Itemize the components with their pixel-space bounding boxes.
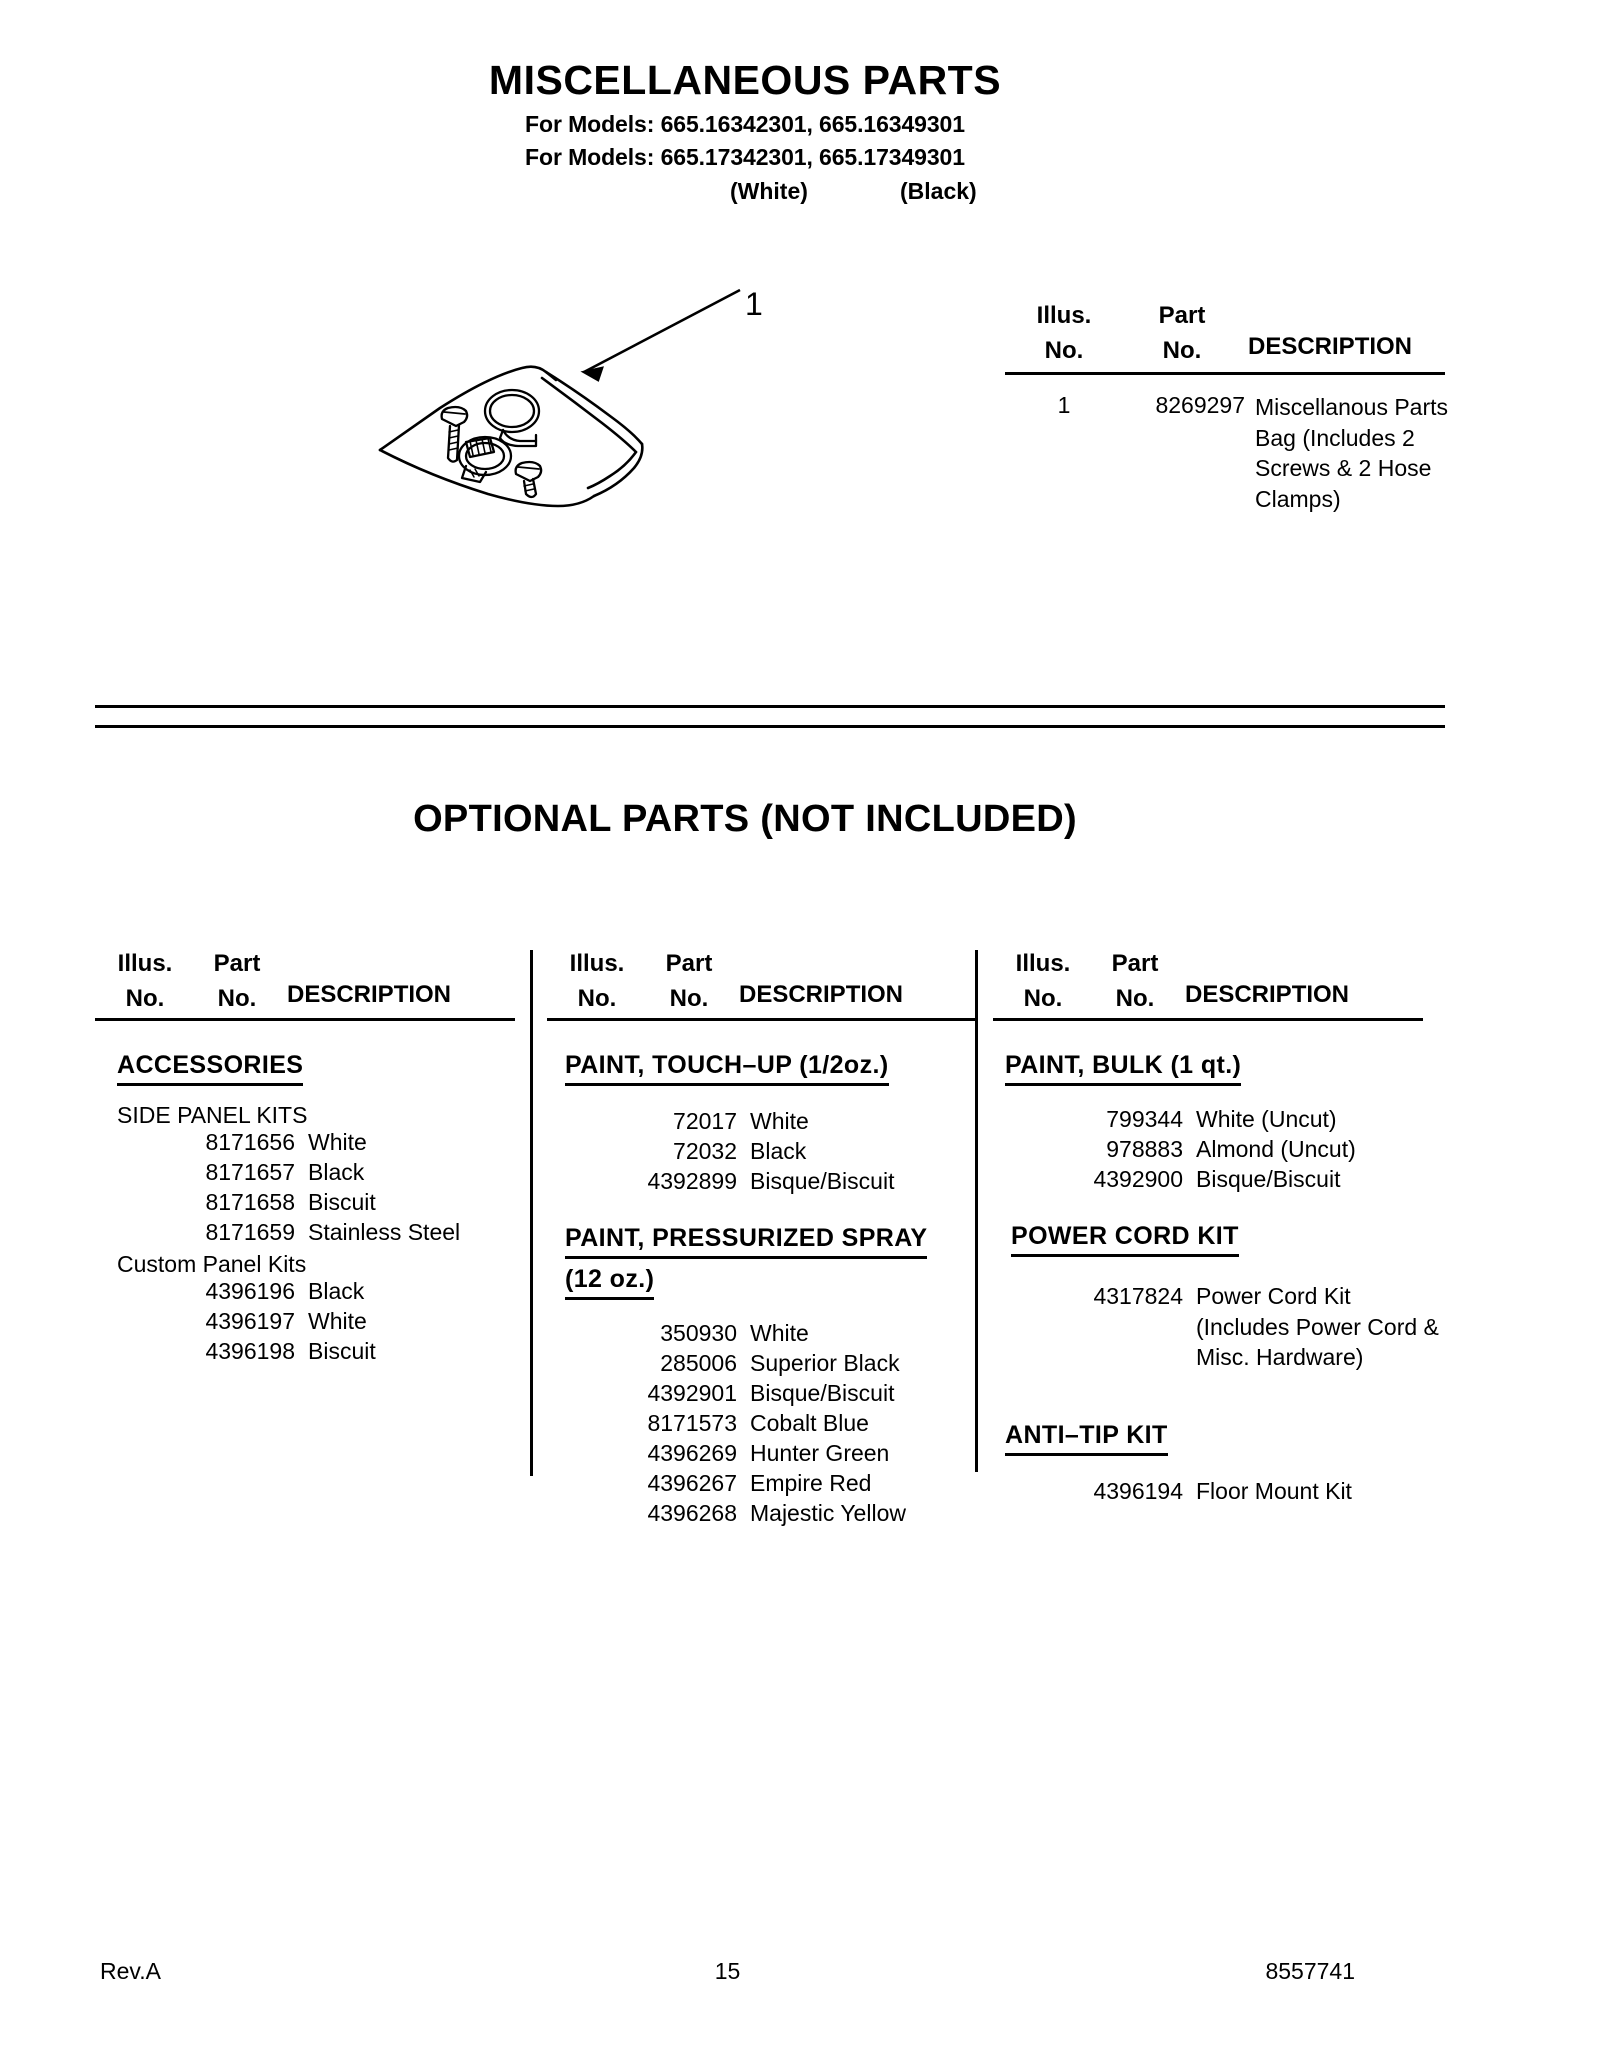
section-paint-touch-up [547, 1051, 977, 1086]
group-label-side-panel-kits: SIDE PANEL KITS [117, 1102, 308, 1128]
column-1-header-rule [95, 1018, 515, 1021]
optional-column-3 [993, 946, 1439, 1526]
paint-touch-up-list [547, 1108, 977, 1198]
list-item: 4396197 White [205, 1308, 367, 1334]
page-footer [100, 1958, 1355, 1988]
finish-legend [0, 178, 1490, 212]
list-item: 4396194 Floor Mount Kit [1093, 1478, 1352, 1504]
column-1-header [95, 946, 515, 1018]
header-illus-no: Illus. No. [117, 950, 173, 1013]
custom-panel-kits-list [95, 1278, 515, 1368]
footer-revision: Rev.A [100, 1958, 161, 1984]
section-power-cord-kit [993, 1222, 1423, 1257]
models-line-2: For Models: 665.17342301, 665.17349301 [525, 143, 965, 170]
section-paint-spray [547, 1224, 977, 1259]
header-illus-no: Illus. No. [1015, 950, 1071, 1013]
list-item: 4392899 Bisque/Biscuit [647, 1168, 895, 1194]
header-description: DESCRIPTION [1248, 333, 1413, 360]
anti-tip-kit-list [993, 1478, 1423, 1508]
list-item: 72032 Black [673, 1138, 807, 1164]
optional-column-1 [95, 946, 515, 1526]
list-item: 4396267 Empire Red [647, 1470, 872, 1496]
list-item: 799344 White (Uncut) [1106, 1106, 1337, 1132]
list-item: 8171656 White [205, 1129, 367, 1155]
section-heading-anti-tip-kit: ANTI–TIP KIT [1005, 1421, 1168, 1456]
paint-spray-list [547, 1320, 977, 1530]
list-item: 8171659 Stainless Steel [205, 1219, 461, 1245]
header-part-no: Part No. [1111, 950, 1159, 1013]
list-item: 4396196 Black [205, 1278, 365, 1304]
list-item: 350930 White [660, 1320, 809, 1346]
list-item: 8171657 Black [205, 1159, 365, 1185]
section-heading-paint-spray: PAINT, PRESSURIZED SPRAY [565, 1224, 927, 1259]
list-item: 8171658 Biscuit [205, 1189, 376, 1215]
list-item: 8171573 Cobalt Blue [647, 1410, 869, 1436]
section-heading-paint-spray-line2-wrap [547, 1265, 977, 1300]
section-heading-accessories: ACCESSORIES [117, 1051, 303, 1086]
section-accessories [95, 1051, 515, 1086]
list-item: 4396198 Biscuit [205, 1338, 376, 1364]
list-item: 978883 Almond (Uncut) [1106, 1136, 1356, 1162]
header-illus-no: Illus. No. [1036, 302, 1092, 365]
document-header [0, 58, 1490, 212]
section-heading-paint-bulk: PAINT, BULK (1 qt.) [1005, 1051, 1241, 1086]
models-line-1: For Models: 665.16342301, 665.16349301 [525, 111, 965, 138]
header-description: DESCRIPTION [287, 981, 452, 1008]
optional-column-2 [547, 946, 977, 1526]
list-item: 4396268 Majestic Yellow [647, 1500, 906, 1526]
main-table-header-rule [1005, 372, 1445, 375]
section-heading-paint-touch-up: PAINT, TOUCH–UP (1/2oz.) [565, 1051, 889, 1086]
parts-bag-drawing-svg [370, 280, 750, 510]
list-item: 4392901 Bisque/Biscuit [647, 1380, 895, 1406]
footer-page-number: 15 [714, 1958, 741, 1984]
column-2-header [547, 946, 977, 1018]
finish-white-label: (White) [730, 177, 808, 204]
section-heading-paint-spray-line2: (12 oz.) [565, 1265, 654, 1300]
cell-description: Miscellanous Parts Bag (Includes 2 Screws & 2 Hose Clamps) [1255, 394, 1449, 512]
leader-line-1 [584, 290, 740, 380]
side-panel-kits-list [95, 1129, 515, 1249]
table-row [1005, 392, 1449, 512]
section-anti-tip-kit [993, 1421, 1423, 1456]
column-2-header-rule [547, 1018, 977, 1021]
header-description: DESCRIPTION [1185, 981, 1350, 1008]
power-cord-kit-item: 4317824 Power Cord Kit (Includes Power Cord & Misc. Hardware) [1093, 1283, 1439, 1371]
header-part-no: Part No. [213, 950, 261, 1013]
column-3-header [993, 946, 1423, 1018]
list-item: 4396269 Hunter Green [647, 1440, 890, 1466]
cell-illus-no: 1 [1057, 392, 1071, 418]
paint-bulk-list [993, 1106, 1423, 1196]
parts-bag-illustration [370, 280, 750, 510]
header-part-no: Part No. [1158, 302, 1206, 365]
optional-parts-title: OPTIONAL PARTS (NOT INCLUDED) [413, 798, 1077, 840]
list-item: 72017 White [673, 1108, 809, 1134]
list-item: 285006 Superior Black [660, 1350, 900, 1376]
header-illus-no: Illus. No. [569, 950, 625, 1013]
footer-doc-number: 8557741 [1265, 1958, 1355, 1984]
section-heading-power-cord-kit: POWER CORD KIT [1011, 1222, 1239, 1257]
optional-parts-columns [95, 946, 1455, 1526]
main-table-header [1005, 298, 1445, 370]
finish-black-label: (Black) [900, 177, 977, 204]
divider-line-bottom [95, 725, 1445, 728]
header-description: DESCRIPTION [739, 981, 904, 1008]
page-title: MISCELLANEOUS PARTS [488, 57, 1002, 103]
cell-part-no: 8269297 [1155, 392, 1245, 418]
callout-number-1: 1 [745, 286, 763, 322]
column-3-header-rule [993, 1018, 1423, 1021]
header-part-no: Part No. [665, 950, 713, 1013]
section-paint-bulk [993, 1051, 1423, 1086]
list-item: 4392900 Bisque/Biscuit [1093, 1166, 1341, 1192]
section-divider [95, 705, 1445, 728]
group-label-custom-panel-kits: Custom Panel Kits [117, 1251, 307, 1277]
main-parts-table [1005, 298, 1449, 512]
